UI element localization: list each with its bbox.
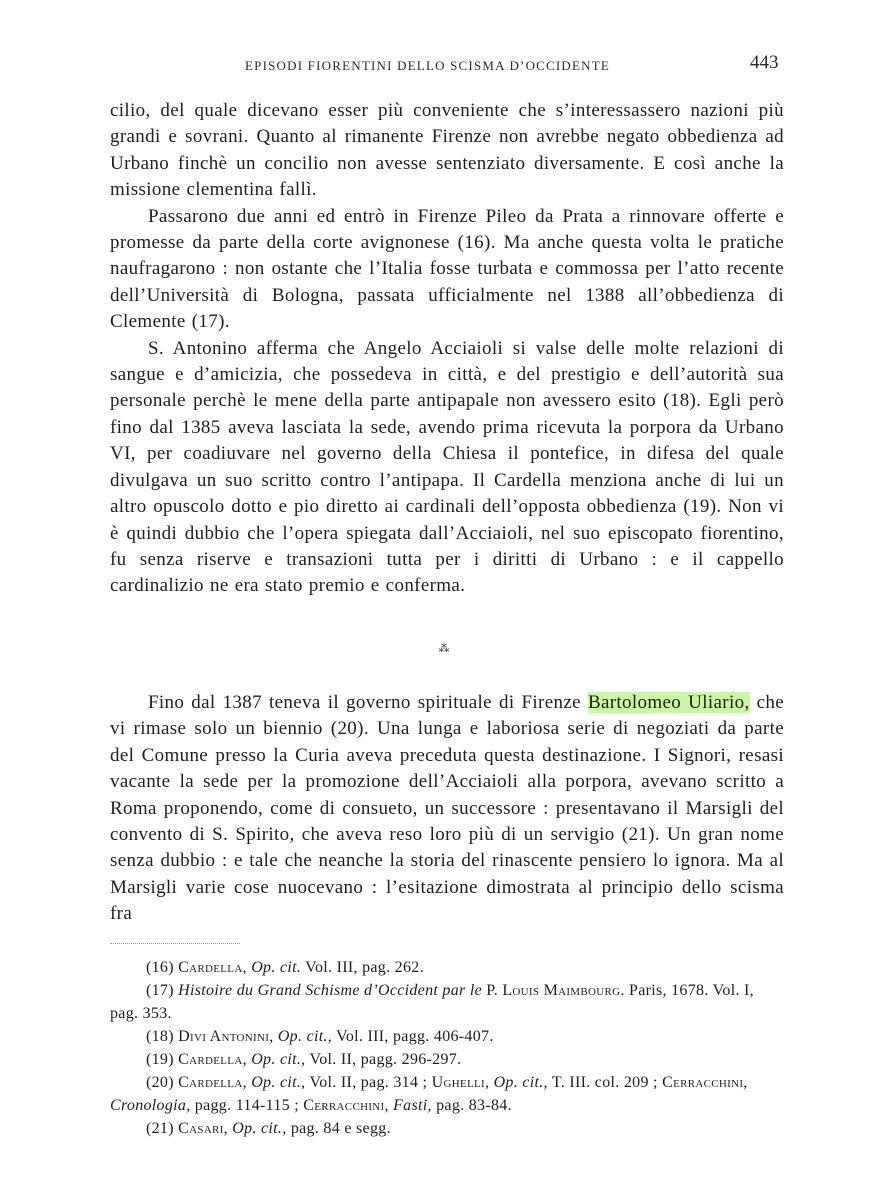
footnote-author: Casari, <box>178 1120 228 1137</box>
footnote-rest: T. III. col. 209 ; <box>547 1074 663 1091</box>
footnote-work: Op. cit., <box>493 1074 548 1091</box>
section-separator: ⁂ <box>438 643 450 655</box>
footnote-17 <box>110 979 786 1025</box>
footnote-19 <box>110 1048 786 1071</box>
body-text-top <box>110 98 784 600</box>
highlighted-name: Bartolomeo Uliario, <box>587 692 750 713</box>
footnotes <box>110 956 786 1140</box>
footnote-author: Louis Maimbourg. <box>502 982 625 999</box>
footnote-rest: pag. 84 e segg. <box>286 1120 391 1137</box>
paragraph-3: S. Antonino afferma che Angelo Acciaioli si valse delle molte relazioni di sangue e d’amicizia, che possedeva in città, e del prestigio e dell’autorità sua personale perchè le mene della parte antipapale non avessero esito (18). Egli però fino dal 1385 aveva lasciata la sede, avendo prima ricevuta la porpora da Urbano VI, per coadiuvare nel governo della Chiesa il pontefice, in difesa del quale divulgava un suo scritto contro l’antipapa. Il Cardella menziona anche di lui un altro opuscolo dotto e pio diretto ai cardinali dell’opposta obbedienza (19). Non vi è quindi dubbio che l’opera spiegata dall’Acciaioli, nel suo episcopato fiorentino, fu senza riserve e transazioni tutta per i diritti di Urbano : e il cappello cardinalizio ne era stato premio e conferma. <box>110 337 784 597</box>
footnote-rest: P. <box>482 982 503 999</box>
footnote-rest: Vol. III, pag. 262. <box>301 959 424 976</box>
footnote-work: Cronologia, <box>110 1097 191 1114</box>
footnote-rest: Vol. III, pagg. 406-407. <box>332 1028 494 1045</box>
paragraph-4-after: che vi rimase solo un biennio (20). Una lunga e laboriosa serie di negoziati da parte del Comune presso la Curia aveva preceduta questa destinazione. I Signori, resasi vacante la sede per la promozione dell’Acciaioli alla porpora, avevano scritto a Roma proponendo, come di consueto, un successore : presentavano il Marsigli del convento di S. Spirito, che aveva reso loro più di un servigio (21). Un gran nome senza dubbio : e tale che neanche la storia del rinascente pensiero lo ignora. Ma al Marsigli varie cose nuocevano : l’esitazione dimostrata al principio dello scisma fra <box>110 692 784 925</box>
footnote-author: Cerracchini, <box>662 1074 748 1091</box>
footnote-work: Op. cit., <box>277 1028 333 1045</box>
paragraph-2: Passarono due anni ed entrò in Firenze Pileo da Prata a rinnovare offerte e promesse da parte della corte avignonese (16). Ma anche questa volta le pratiche naufragarono : non ostante che l’Italia fosse turbata e commossa per l’atto recente dell’Università di Bologna, passata ufficialmente nel 1388 all’obbedienza di Clemente (17). <box>110 205 784 333</box>
paragraph-1: cilio, del quale dicevano esser più conveniente che s’interessassero nazioni più grandi e sovrani. Quanto al rimanente Firenze non avrebbe negato obbedienza ad Urbano finchè un concilio non avesse sentenziato diversamente. E così anche la missione clementina fallì. <box>110 100 784 201</box>
footnote-author: Cerracchini, <box>303 1097 389 1114</box>
footnote-rest: pag. 83-84. <box>431 1097 512 1114</box>
page-number: 443 <box>750 52 779 73</box>
footnote-author: Divi Antonini, <box>178 1028 274 1045</box>
footnote-work: Op. cit., <box>251 1051 306 1068</box>
footnote-number: (21) <box>146 1120 174 1137</box>
footnote-work: Op. cit. <box>251 959 302 976</box>
footnote-number: (19) <box>146 1051 174 1068</box>
footnote-number: (17) <box>146 982 174 999</box>
footnote-rest: Vol. II, pag. 314 ; <box>305 1074 432 1091</box>
footnote-author: Cardella, <box>178 959 247 976</box>
footnote-16 <box>110 956 786 979</box>
footnote-work: Histoire du Grand Schisme d’Occident par le <box>178 982 482 999</box>
footnote-number: (20) <box>146 1074 174 1091</box>
footnote-rest: Paris, 1678. Vol. I, pag. 353. <box>110 982 754 1022</box>
footnote-author: Cardella, <box>178 1074 247 1091</box>
footnote-author: Ughelli, <box>431 1074 490 1091</box>
footnote-number: (18) <box>146 1028 174 1045</box>
footnote-divider <box>110 943 240 944</box>
footnote-rest: Vol. II, pagg. 296-297. <box>305 1051 462 1068</box>
footnote-21 <box>110 1117 786 1140</box>
body-text-bottom <box>110 690 784 928</box>
running-title: EPISODI FIORENTINI DELLO SCISMA D’OCCIDENTE <box>245 58 611 73</box>
footnote-rest: pagg. 114-115 ; <box>190 1097 304 1114</box>
footnote-work: Op. cit., <box>251 1074 306 1091</box>
footnote-work: Op. cit., <box>232 1120 287 1137</box>
footnote-work: Fasti, <box>393 1097 432 1114</box>
footnote-18 <box>110 1025 786 1048</box>
footnote-number: (16) <box>146 959 174 976</box>
footnote-author: Cardella, <box>178 1051 247 1068</box>
paragraph-4-before: Fino dal 1387 teneva il governo spirituale di Firenze <box>148 692 588 713</box>
paragraph-4 <box>110 690 784 928</box>
footnote-20 <box>110 1071 786 1117</box>
